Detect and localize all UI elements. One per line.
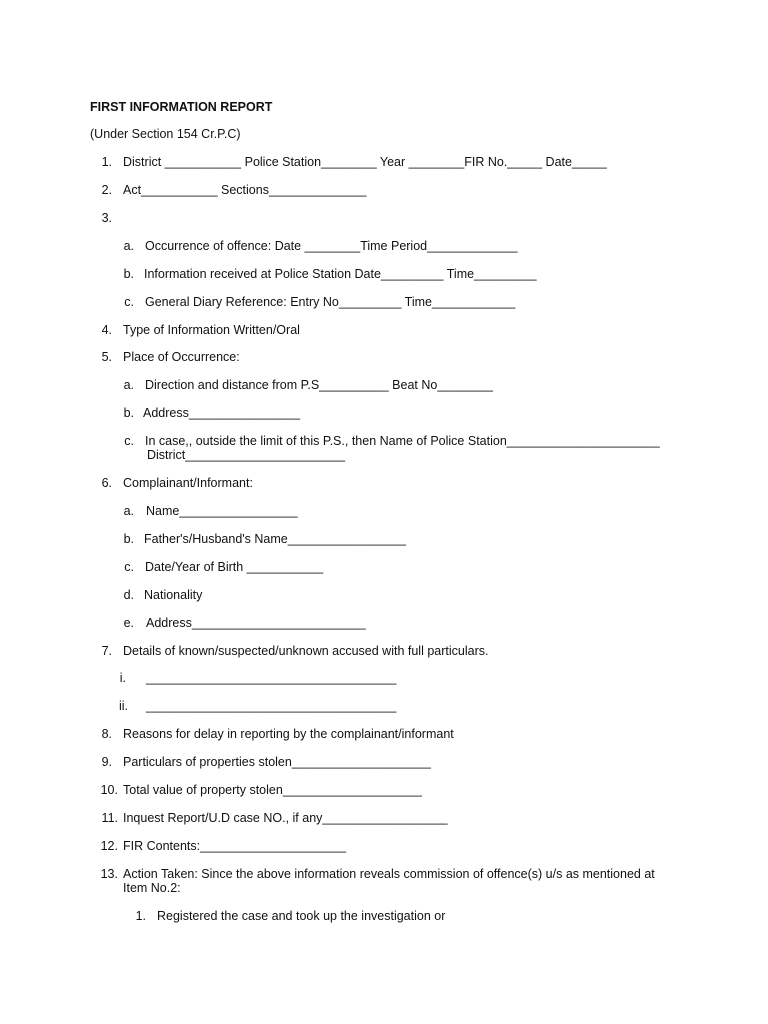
sub-item-letter: d. — [123, 588, 134, 602]
item-properties-stolen: Particulars of properties stolen____________________ — [123, 755, 431, 769]
item-accused-line-2: ____________________________________ — [146, 699, 397, 713]
sub-item-letter: c. — [124, 434, 134, 448]
sub-item-letter: e. — [123, 616, 134, 630]
item-registered-case: Registered the case and took up the investigation or — [157, 909, 446, 923]
item-accused-line-1: ____________________________________ — [146, 671, 397, 685]
item-fathers-husbands-name: Father's/Husband's Name_________________ — [144, 532, 406, 546]
item-number: 3. — [101, 211, 112, 225]
form-subtitle: (Under Section 154 Cr.P.C) — [90, 127, 241, 141]
item-total-value-stolen: Total value of property stolen____________________ — [123, 783, 422, 797]
item-number: 12. — [100, 839, 118, 853]
item-place-of-occurrence: Place of Occurrence: — [123, 350, 240, 364]
sub-item-letter: b. — [123, 532, 134, 546]
item-type-of-information: Type of Information Written/Oral — [123, 323, 300, 337]
sub-item-letter: a. — [123, 504, 134, 518]
item-occurrence-of-offence: Occurrence of offence: Date ________Time Period_____________ — [145, 239, 518, 253]
item-general-diary-reference: General Diary Reference: Entry No_________ Time____________ — [145, 295, 516, 309]
item-complainant-name: Name_________________ — [146, 504, 298, 518]
sub-item-letter: a. — [123, 239, 134, 253]
item-inquest-report: Inquest Report/U.D case NO., if any__________________ — [123, 811, 448, 825]
item-number: 13. — [100, 867, 118, 881]
sub-item-letter: b. — [123, 267, 134, 281]
item-address: Address________________ — [143, 406, 301, 420]
item-number: 2. — [101, 183, 112, 197]
sub-item-roman: ii. — [118, 699, 128, 713]
item-number: 11. — [101, 811, 118, 825]
item-date-year-of-birth: Date/Year of Birth ___________ — [145, 560, 324, 574]
item-reasons-for-delay: Reasons for delay in reporting by the complainant/informant — [123, 727, 454, 741]
item-number: 4. — [101, 323, 112, 337]
sub-item-letter: a. — [123, 378, 134, 392]
item-number: 9. — [101, 755, 112, 769]
item-details-of-accused: Details of known/suspected/unknown accused with full particulars. — [123, 644, 489, 658]
item-act-sections: Act___________ Sections______________ — [123, 183, 367, 197]
item-fir-contents: FIR Contents:_____________________ — [123, 839, 347, 853]
item-number: 5. — [101, 350, 112, 364]
sub-item-letter: b. — [123, 406, 134, 420]
item-number: 10. — [100, 783, 118, 797]
item-action-taken: Action Taken: Since the above information reveals commission of offence(s) u/s as mentioned at — [123, 867, 655, 881]
sub-item-number: 1. — [135, 909, 146, 923]
item-number: 6. — [101, 476, 112, 490]
item-number: 1. — [101, 155, 112, 169]
item-action-taken-cont: Item No.2: — [123, 881, 181, 895]
item-complainant-address: Address_________________________ — [146, 616, 366, 630]
item-outside-limit-district: District_______________________ — [147, 448, 346, 462]
item-number: 7. — [101, 644, 112, 658]
item-district-police-station: District ___________ Police Station________ Year ________FIR No._____ Date_____ — [123, 155, 607, 169]
item-information-received: Information received at Police Station Date_________ Time_________ — [144, 267, 537, 281]
item-nationality: Nationality — [144, 588, 203, 602]
sub-item-letter: c. — [124, 560, 134, 574]
item-number: 8. — [101, 727, 112, 741]
item-outside-limit-police-station: In case,, outside the limit of this P.S., then Name of Police Station______________________ — [145, 434, 660, 448]
item-complainant-informant: Complainant/Informant: — [123, 476, 253, 490]
sub-item-letter: c. — [124, 295, 134, 309]
sub-item-roman: i. — [119, 671, 126, 685]
form-title: FIRST INFORMATION REPORT — [90, 100, 273, 114]
item-direction-and-distance: Direction and distance from P.S__________ Beat No________ — [145, 378, 493, 392]
